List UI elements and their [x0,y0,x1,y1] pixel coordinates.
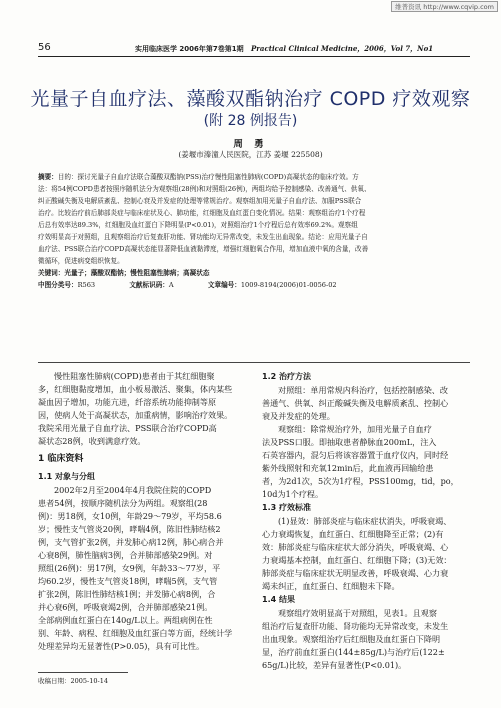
journal-name-en: Practical Clinical Medicine，2006，Vol 7，No1 [250,44,434,53]
body-line: 并心衰6例，呼吸衰竭2例，合并肺部感染21例。 [38,602,213,612]
body-line: 观察组：除常规治疗外，加用光量子自血疗 [278,424,432,434]
body-line: 多，红细胞黏度增加，血小板易激活、聚集，体内某些 [38,384,233,394]
article-title: 光量子自血疗法、藻酸双酯钠治疗 COPD 疗效观察 [30,88,471,110]
body-line: 慢性阻塞性肺病(COPD)患者由于其红细胞聚 [54,371,215,381]
subsection-heading: 1.1 对象与分组 [38,472,95,481]
body-line: 处理差异均无显著性(P>0.05)，具有可比性。 [38,641,205,651]
subsection-heading: 1.3 疗效标准 [262,503,311,512]
body-line: 凝血因子增加，功能亢进，纤溶系统功能抑制等原 [38,397,217,407]
body-line: 效：肺部炎症与临床症状大部分消失，呼吸衰竭、心 [262,542,449,552]
body-line: (1)显效：肺部炎症与临床症状消失，呼吸衰竭、 [278,516,452,526]
subsection-heading: 1.4 结果 [262,595,295,604]
watermark: 维普资讯 http://www.cqvip.com [391,1,498,12]
abstract-text: 目的：探讨光量子自血疗法联合藻酸双酯钠(PSS)治疗慢性阻塞性肺病(COPD)高凝状态的临床疗效。方 [57,173,359,181]
journal-name-cn: 实用临床医学 2006年第7卷第1期 [135,45,244,53]
article-number-value: 1009-8194(2006)01-0056-02 [240,281,337,289]
body-line: 岁；慢性支气管炎20例，哮喘4例，陈旧性肺结核2 [38,524,221,534]
body-line: 出血现象。观察组治疗后红细胞及血红蛋白下降明 [262,634,441,644]
article-number-label: 文章编号： [207,281,241,289]
body-line: 例)：男18例，女10例，年龄29～79岁，平均58.6 [38,511,222,521]
body-line: 因，使病人处于高凝状态，加重病情，影响治疗效果。 [38,410,233,420]
body-line: 照组(26例)：男17例，女9例，年龄33～77岁，平 [38,563,221,573]
received-date: 收稿日期：2005-10-14 [38,677,108,685]
section-heading: 1 临床资料 [38,454,84,464]
doc-code-value: A [168,281,174,289]
clc-value: R563 [77,281,96,289]
body-line: 肺部炎症与临床症状无明显改善，呼吸衰竭、心力衰 [262,568,449,578]
doc-code-label: 文献标识码： [129,281,169,289]
abstract-line: 纠正酸碱失衡及电解质紊乱、控制心衰及并发症的处理等常规治疗。观察组加用光量子自血疗法、加服PSS联合 [38,197,362,205]
body-line: 扩张2例，陈旧性肺结核1例；并发肺心病8例，合 [38,589,216,599]
abstract-line: 治疗。比较治疗前后肺部炎症与临床症状及心、肺功能，红细胞及血红蛋白变化情况。结果：观察组治疗1个疗程 [38,209,366,217]
abstract-line: 后总有效率达89.3%，红细胞及血红蛋白下降明显(P<0.01)，对照组治疗1个疗程后总有效率69.2%。观察组 [38,221,358,229]
header-rule [38,56,470,57]
keywords-text: 光量子；藻酸双酯钠；慢性阻塞性肺病；高凝状态 [64,269,210,277]
body-line: 组治疗后复查肝功能、肾功能均无异常改变，未发生 [262,621,449,631]
footnote-rule [38,672,128,673]
article-subtitle: (附 28 例报告) [203,113,298,129]
body-line: 者，为2d1次，5次为1疗程，PSS100mg，tid，po， [262,476,459,486]
author-name: 周 勇 [233,139,268,150]
abstract-line [38,172,470,183]
left-column [38,370,246,653]
body-line: 10d为1个疗程。 [262,489,324,499]
body-line: 观察组疗效明显高于对照组，见表1。且观察 [278,608,437,618]
body-line: 别、年龄、病程、红细胞及血红蛋白等方面，经统计学 [38,628,233,638]
keywords-line [38,268,470,279]
page-number: 56 [38,42,51,53]
abstract-line: 法：将54例COPD患者按照序随机法分为观察组(28例)和对照组(26例)，两组均给予控制感染、改善通气、供氧、 [38,185,371,193]
body-line: 紫外线照射和充氧12min后，此血液再回输给患 [262,463,434,473]
body-line: 凝状态28例，收到满意疗效。 [38,436,146,446]
body-line: 力衰竭基本控制，血红蛋白、红细胞下降；(3)无效： [262,555,452,565]
abstract-line: 血疗法、PSS联合治疗COPD高凝状态能显著降低血液黏滞度，增强红细胞氧合作用，增加血液中氧的含量，改善 [38,245,369,253]
body-line: 65g/L)比较，差异有显著性(P<0.01)。 [262,660,407,670]
keywords-label: 关键词： [38,269,65,277]
body-line: 对照组：单用常规内科治疗，包括控制感染、改 [278,385,448,395]
abstract-line: 疗效明显高于对照组，且观察组治疗后复查肝功能、肾功能均无异常改变，未发生出血现象。结论：应用光量子自 [38,233,368,241]
body-line: 竭未纠正，血红蛋白、红细胞未下降。 [262,581,400,591]
body-line: 心衰8例，肺性脑病3例，合并肺部感染29例。对 [38,550,213,560]
body-line: 我院采用光量子自血疗法、PSS联合治疗COPD高 [38,423,217,433]
clc-label: 中图分类号： [38,281,78,289]
body-line: 全部病例血红蛋白在140g/L以上。两组病例在性 [38,615,213,625]
author-affiliation: (姜堰市溱潼人民医院，江苏 姜堰 225508) [178,150,323,159]
classification-line [38,280,470,291]
body-line: 善通气、供氧、纠正酸碱失衡及电解质紊乱、控制心 [262,398,449,408]
right-column [262,370,470,672]
body-line: 衰及并发症的处理。 [262,411,335,421]
body-line: 例，支气管扩张2例，并发肺心病12例，肺心病合并 [38,537,224,547]
abstract-line: 微循环，促进病变组织恢复。 [38,257,124,265]
body-rule [38,362,470,363]
subsection-heading: 1.2 治疗方法 [262,372,311,381]
running-head [135,44,433,54]
body-line: 均60.2岁，慢性支气管炎18例，哮喘5例，支气管 [38,576,218,586]
body-line: 2002年2月至2004年4月我院住院的COPD [54,485,212,495]
body-line: 石英容器内，混匀后将该容器置于血疗仪内，同时经 [262,450,449,460]
body-line: 患者54例，按顺序随机法分为两组。观察组(28 [38,498,208,508]
abstract-label: 摘要： [38,173,58,181]
body-line: 心力衰竭恢复，血红蛋白、红细胞降至正常；(2)有 [262,529,444,539]
body-line: 法及PSS口服。即抽取患者静脉血200mL，注入 [262,437,437,447]
body-line: 显，治疗前血红蛋白(144±85g/L)与治疗后(122± [262,647,445,657]
